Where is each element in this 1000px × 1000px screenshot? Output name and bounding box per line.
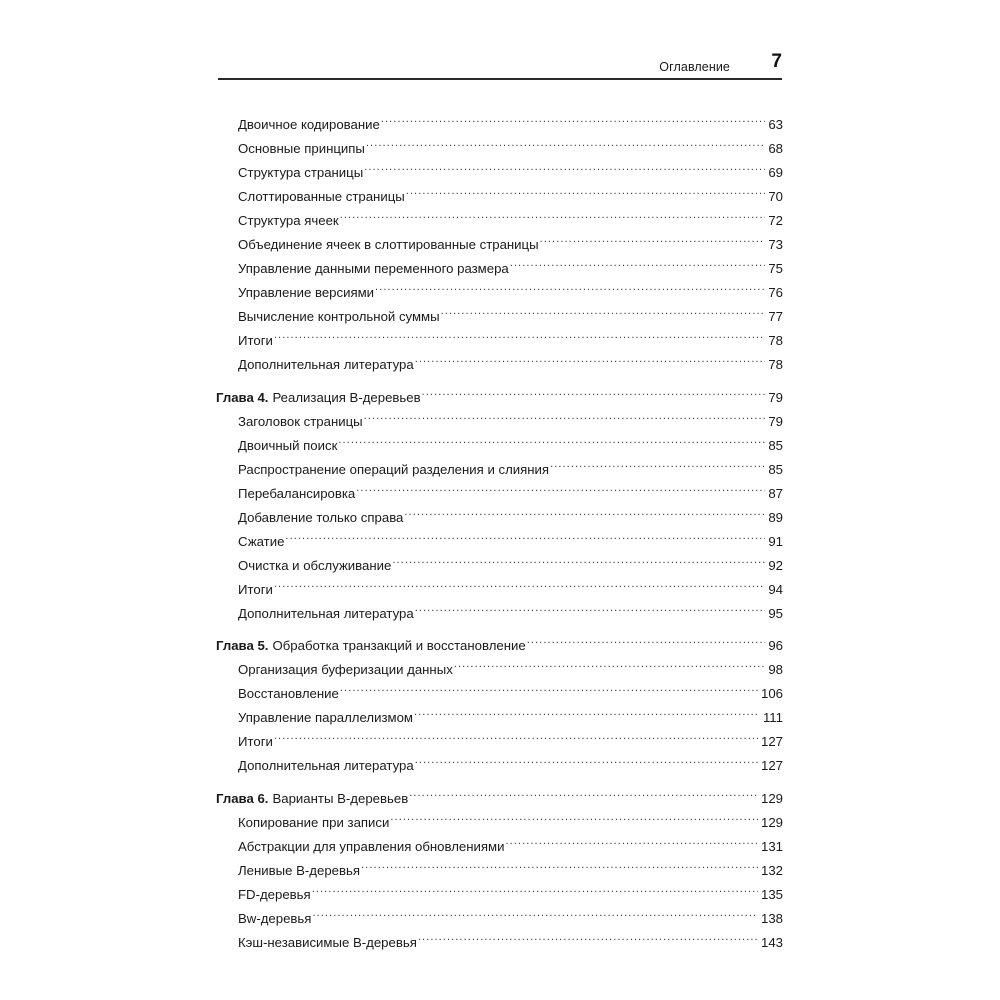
entry-title-text: Ленивые B-деревья [238,863,361,878]
dot-leader [540,227,766,249]
dot-leader [422,380,766,402]
toc-section-entry [238,428,783,453]
dot-leader [375,275,765,297]
toc-page-number: 70 [768,189,783,204]
toc-section-entry [238,596,783,621]
toc-page-number: 94 [768,582,783,597]
entry-title-text: Слоттированные страницы [238,189,405,204]
toc-page-number: 79 [768,390,783,405]
toc-page-number: 73 [768,237,783,252]
dot-leader [381,107,765,129]
toc-section-entry [238,901,783,926]
toc-page-number: 78 [768,357,783,372]
toc-chapter-entry [216,380,783,405]
toc-page-number: 138 [760,911,783,926]
toc-entry-title [238,354,414,376]
entry-title-text: Структура ячеек [238,213,339,228]
entry-title-text: Абстракции для управления обновлениями [238,839,505,854]
toc-page-number: 85 [768,462,783,477]
toc-page-number: 68 [768,141,783,156]
toc-page-number: 63 [768,117,783,132]
entry-title-text: Обработка транзакций и восстановление [272,638,526,653]
dot-leader [415,347,766,369]
toc-section-entry [238,500,783,525]
entry-title-text: Итоги [238,333,273,348]
toc-section-entry [238,853,783,878]
toc-page-number: 72 [768,213,783,228]
toc-page-number: 98 [768,662,783,677]
dot-leader [550,452,765,474]
dot-leader [390,805,758,827]
entry-title-text: Дополнительная литература [238,606,414,621]
toc-section-entry [238,925,783,950]
entry-title-text: Сжатие [238,534,285,549]
dot-leader [312,901,758,923]
dot-leader [356,476,765,498]
chapter-label: Глава 5. [216,638,269,653]
entry-title-text: Копирование при записи [238,815,390,830]
toc-page-number: 78 [768,333,783,348]
toc-page-number: 131 [760,839,783,854]
dot-leader [312,877,758,899]
dot-leader [364,404,766,426]
dot-leader [340,203,766,225]
toc-page-number: 127 [760,758,783,773]
entry-title-text: Перебалансировка [238,486,356,501]
entry-title-text: Двоичный поиск [238,438,338,453]
toc-section-entry [238,652,783,677]
dot-leader [364,155,765,177]
toc-section-entry [238,748,783,773]
toc-section-entry [238,829,783,854]
entry-title-text: Управление параллелизмом [238,710,413,725]
running-header [218,50,782,80]
chapter-label: Глава 6. [216,791,269,806]
toc-entry-title [238,932,417,954]
entry-title-text: Основные принципы [238,141,365,156]
dot-leader [409,781,758,803]
dot-leader [361,853,758,875]
dot-leader [274,323,765,345]
dot-leader [441,299,766,321]
entry-title-text: Варианты B-деревьев [272,791,409,806]
dot-leader [418,925,758,947]
toc-page-number: 87 [768,486,783,501]
entry-title-text: Структура страницы [238,165,364,180]
toc-page-number: 127 [760,734,783,749]
entry-title-text: Вычисление контрольной суммы [238,309,440,324]
entry-title-text: Управление версиями [238,285,375,300]
toc-page-number: 95 [768,606,783,621]
toc-chapter-entry [216,628,783,653]
toc-section-entry [238,676,783,701]
dot-leader [414,700,760,722]
entry-title-text: Восстановление [238,686,339,701]
toc-section-entry [238,452,783,477]
toc-section-entry [238,299,783,324]
toc-page-number: 143 [760,935,783,950]
dot-leader [338,428,765,450]
dot-leader [366,131,765,153]
toc-section-entry [238,724,783,749]
toc-section-entry [238,251,783,276]
toc-page-number: 129 [760,791,783,806]
entry-title-text: Реализация B-деревьев [272,390,421,405]
dot-leader [527,628,766,650]
entry-title-text: Bw-деревья [238,911,312,926]
entry-title-text: Распространение операций разделения и слияния [238,462,550,477]
entry-title-text: Кэш-независимые B-деревья [238,935,417,950]
dot-leader [505,829,758,851]
toc-entry-title [238,603,414,625]
entry-title-text: Очистка и обслуживание [238,558,392,573]
toc-section-entry [238,805,783,830]
toc-page-number: 96 [768,638,783,653]
toc-section-entry [238,476,783,501]
dot-leader [406,179,766,201]
toc-page-number: 85 [768,438,783,453]
toc-section-entry [238,179,783,204]
running-title: Оглавление [659,60,730,74]
entry-title-text: Двоичное кодирование [238,117,380,132]
toc-page-number: 75 [768,261,783,276]
toc-section-entry [238,524,783,549]
header-rule [218,78,782,80]
toc-page-number: 111 [762,710,783,725]
toc-page-number: 69 [768,165,783,180]
entry-title-text: Итоги [238,582,273,597]
toc-section-entry [238,548,783,573]
entry-title-text: Итоги [238,734,273,749]
entry-title-text: Дополнительная литература [238,357,414,372]
toc-page-number: 106 [760,686,783,701]
toc-section-entry [238,155,783,180]
dot-leader [274,724,758,746]
toc-page-number: 77 [768,309,783,324]
toc-section-entry [238,404,783,429]
toc-section-entry [238,323,783,348]
entry-title-text: Добавление только справа [238,510,404,525]
entry-title-text: Организация буферизации данных [238,662,453,677]
dot-leader [340,676,758,698]
toc-page-number: 135 [760,887,783,902]
toc-page-number: 132 [760,863,783,878]
entry-title-text: Объединение ячеек в слоттированные страницы [238,237,539,252]
entry-title-text: FD-деревья [238,887,311,902]
dot-leader [404,500,765,522]
entry-title-text: Дополнительная литература [238,758,414,773]
dot-leader [415,748,758,770]
toc-section-entry [238,700,783,725]
toc-page-number: 129 [760,815,783,830]
dot-leader [415,596,766,618]
toc-section-entry [238,203,783,228]
toc-section-entry [238,131,783,156]
toc-page-number: 89 [768,510,783,525]
toc-page-number: 91 [768,534,783,549]
toc-section-entry [238,877,783,902]
toc-page-number: 76 [768,285,783,300]
toc-section-entry [238,572,783,597]
entry-title-text: Управление данными переменного размера [238,261,509,276]
entry-title-text: Заголовок страницы [238,414,363,429]
toc-section-entry [238,275,783,300]
toc-entry-title [238,755,414,777]
dot-leader [274,572,765,594]
toc-page-number: 92 [768,558,783,573]
chapter-label: Глава 4. [216,390,269,405]
toc-chapter-entry [216,781,783,806]
dot-leader [285,524,765,546]
page-number: 7 [771,51,782,72]
toc-section-entry [238,347,783,372]
dot-leader [454,652,766,674]
dot-leader [510,251,766,273]
toc-section-entry [238,107,783,132]
toc-page-number: 79 [768,414,783,429]
dot-leader [392,548,765,570]
toc-section-entry [238,227,783,252]
